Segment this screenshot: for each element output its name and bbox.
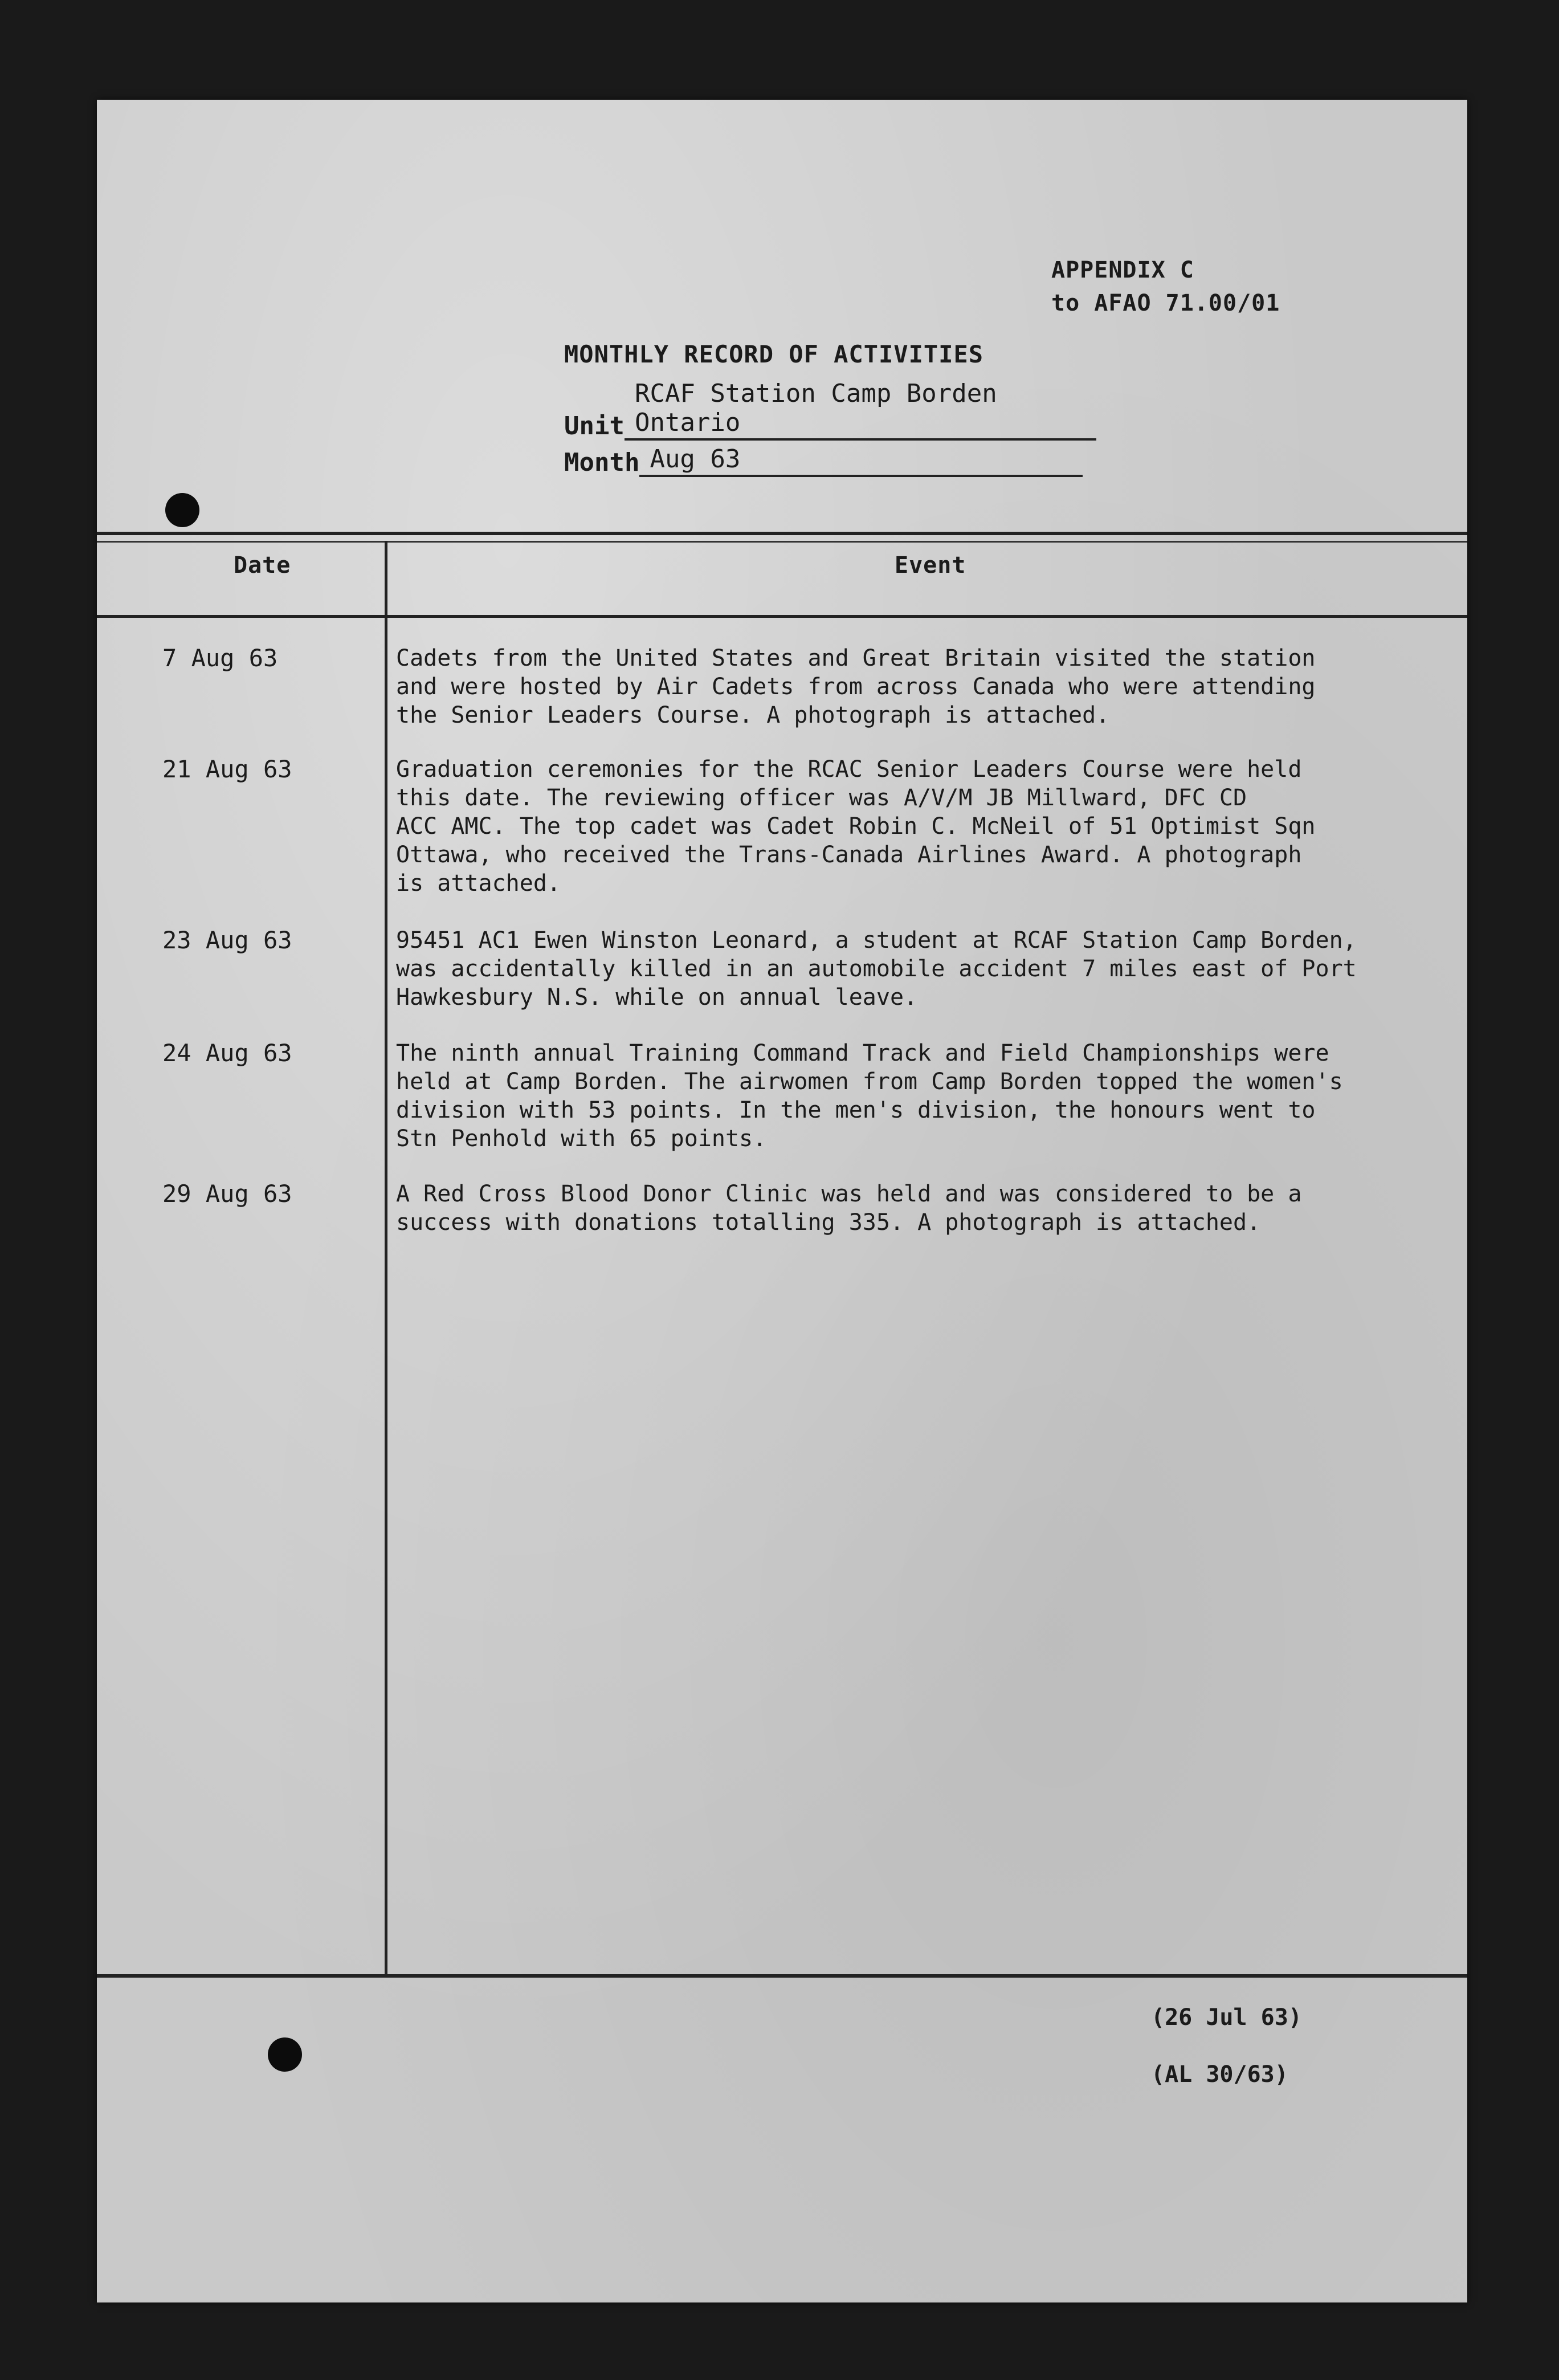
row-event: Graduation ceremonies for the RCAC Senior Leaders Course were held this date. The reviewing officer was A/V/M JB Millward, DFC CD ACC AMC. The top cadet was Cadet Robin C. McNeil of 51 Optimist Sqn Ottawa, who received the Trans-Canada Airlines Award. A photograph is attached. (396, 756, 1316, 896)
amendment-reference (1151, 1989, 1302, 2103)
unit-label: Unit (564, 411, 625, 441)
row-date: 21 Aug 63 (162, 755, 292, 783)
row-date: 23 Aug 63 (162, 926, 292, 954)
appendix-reference (1051, 254, 1280, 320)
appendix-line-1: APPENDIX C (1051, 257, 1194, 283)
month-value: Aug 63 (639, 445, 1083, 477)
header-divider (97, 615, 1467, 618)
document-page (97, 100, 1467, 2302)
unit-field (564, 379, 1096, 441)
row-event: Cadets from the United States and Great Britain visited the station and were hosted by Air Cadets from across Canada who were attending the Senior Leaders Course. A photograph is attached. (396, 645, 1316, 728)
footer-line-2: (AL 30/63) (1151, 2061, 1288, 2088)
row-event: The ninth annual Training Command Track and Field Championships were held at Camp Borden. The airwomen from Camp Borden topped the women's division with 53 points. In the men's division, the honours went to Stn Penhold with 65 points. (396, 1040, 1343, 1152)
column-divider (385, 541, 387, 1974)
row-event: 95451 AC1 Ewen Winston Leonard, a student at RCAF Station Camp Borden, was accidentally killed in an automobile accident 7 miles east of Port Hawkesbury N.S. while on annual leave. (396, 927, 1357, 1010)
month-field (564, 445, 1083, 477)
activities-table (97, 532, 1467, 1978)
appendix-line-2: to AFAO 71.00/01 (1051, 290, 1280, 316)
row-date: 24 Aug 63 (162, 1039, 292, 1067)
column-header-event: Event (895, 552, 966, 578)
row-event: A Red Cross Blood Donor Clinic was held and was considered to be a success with donations totalling 335. A photograph is attached. (396, 1181, 1302, 1236)
row-date: 7 Aug 63 (162, 644, 278, 672)
unit-value: RCAF Station Camp Borden Ontario (625, 379, 1096, 441)
row-date: 29 Aug 63 (162, 1180, 292, 1208)
column-header-date: Date (234, 552, 291, 578)
footer-line-1: (26 Jul 63) (1151, 2004, 1302, 2031)
punch-hole (268, 2037, 302, 2072)
punch-hole (165, 493, 199, 527)
table-top-rule (97, 541, 1467, 543)
form-title: MONTHLY RECORD OF ACTIVITIES (564, 340, 984, 368)
month-label: Month (564, 448, 640, 477)
